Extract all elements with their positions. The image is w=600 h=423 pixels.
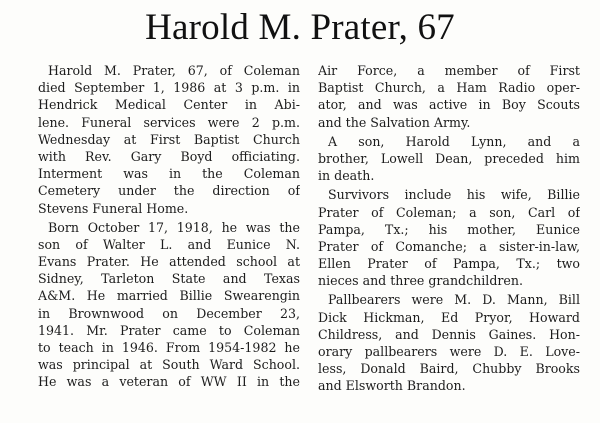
text-line: Pallbearers were M. D. Mann, Bill <box>328 292 580 308</box>
text-line: Pampa, Tx.; his mother, Eunice <box>318 221 580 237</box>
text-line: and Elsworth Brandon. <box>318 378 466 394</box>
text-line: Harold M. Prater, 67, of Coleman <box>48 63 300 78</box>
text-line: nieces and three grandchildren. <box>318 273 523 289</box>
text-line: He was a veteran of WW II in the <box>38 374 300 390</box>
text-line: Survivors include his wife, Billie <box>328 187 580 203</box>
text-line: ator, and was active in Boy Scouts <box>318 97 580 113</box>
obituary-column-left <box>38 62 300 391</box>
text-line: Air Force, a member of First <box>318 63 580 78</box>
text-line: son of Walter L. and Eunice N. <box>38 236 300 252</box>
text-line: less, Donald Baird, Chubby Brooks <box>318 361 580 377</box>
text-line: A son, Harold Lynn, and a <box>328 133 580 149</box>
text-line: Born October 17, 1918, he was the <box>48 219 300 235</box>
text-line: A&M. He married Billie Swearengin <box>38 288 300 304</box>
text-line: Baptist Church, a Ham Radio oper- <box>318 80 580 96</box>
text-line: 1941. Mr. Prater came to Coleman <box>38 322 300 338</box>
text-line: was principal at South Ward School. <box>38 357 300 373</box>
text-line: to teach in 1946. From 1954-1982 he <box>38 340 300 355</box>
text-line: in Brownwood on December 23, <box>38 305 300 321</box>
text-line: lene. Funeral services were 2 p.m. <box>38 114 300 130</box>
text-line: orary pallbearers were D. E. Love- <box>318 344 580 359</box>
text-line: Prater of Comanche; a sister-in-law, <box>318 238 580 254</box>
text-line: in death. <box>318 168 375 184</box>
text-line: and the Salvation Army. <box>318 114 471 130</box>
text-line: Sidney, Tarleton State and Texas <box>38 271 300 287</box>
text-line: Hendrick Medical Center in Abi- <box>38 97 300 113</box>
text-line: Wednesday at First Baptist Church <box>38 131 300 147</box>
text-line: Ellen Prater of Pampa, Tx.; two <box>318 256 580 272</box>
text-line: Prater of Coleman; a son, Carl of <box>318 204 580 220</box>
text-line: Stevens Funeral Home. <box>38 200 189 216</box>
text-line: Interment was in the Coleman <box>38 166 300 182</box>
text-line: brother, Lowell Dean, preceded him <box>318 150 580 166</box>
text-line: Childress, and Dennis Gaines. Hon- <box>318 326 580 342</box>
obituary-column-right <box>318 62 580 395</box>
obituary-headline: Harold M. Prater, 67 <box>145 7 455 48</box>
text-line: Dick Hickman, Ed Pryor, Howard <box>318 309 580 325</box>
text-line: Cemetery under the direction of <box>38 183 300 199</box>
text-line: with Rev. Gary Boyd officiating. <box>38 148 300 164</box>
text-line: Evans Prater. He attended school at <box>38 254 300 270</box>
text-line: died September 1, 1986 at 3 p.m. in <box>38 80 300 96</box>
